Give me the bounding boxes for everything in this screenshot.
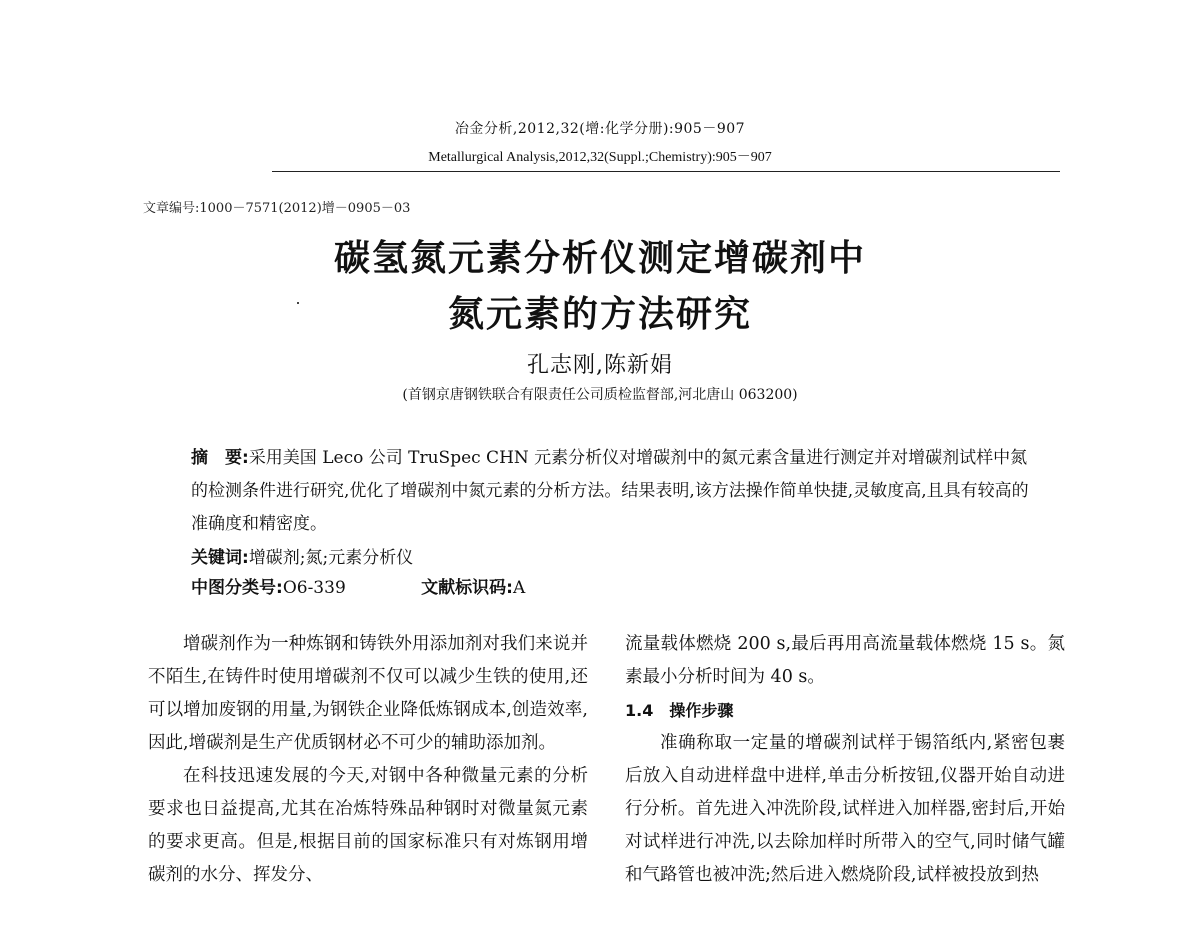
keywords — [191, 542, 1041, 575]
abstract-text: 采用美国 Leco 公司 TruSpec CHN 元素分析仪对增碳剂中的氮元素含量进行测定并对增碳剂试样中氮的检测条件进行研究,优化了增碳剂中氮元素的分析方法。结果表明,该方法操作简单快捷,灵敏度高,且具有较高的准确度和精密度。 — [191, 448, 1029, 534]
classification — [191, 572, 1041, 605]
journal-citation-en: Metallurgical Analysis,2012,32(Suppl.;Chemistry):905－907 — [428, 150, 772, 165]
doc-code-label: 文献标识码: — [421, 578, 513, 598]
keywords-label: 关键词: — [191, 548, 249, 568]
journal-citation-cn: 冶金分析,2012,32(增:化学分册):905－907 — [454, 121, 746, 137]
body-left-column — [148, 628, 588, 892]
body-paragraph: 准确称取一定量的增碳剂试样于锡箔纸内,紧密包裹后放入自动进样盘中进样,单击分析按钮,仪器开始自动进行分析。首先进入冲洗阶段,试样进入加样器,密封后,开始对试样进行冲洗,以去除加样时所带入的空气,同时储气罐和气路管也被冲洗;然后进入燃烧阶段,试样被投放到热 — [625, 733, 1065, 885]
body-paragraph: 在科技迅速发展的今天,对钢中各种微量元素的分析要求也日益提高,尤其在冶炼特殊品种钢时对微量氮元素的要求更高。但是,根据目前的国家标准只有对炼钢用增碳剂的水分、挥发分、 — [148, 766, 588, 885]
doc-code-value: A — [512, 578, 526, 598]
header-rule — [272, 171, 1060, 172]
clc-value: O6-339 — [282, 578, 346, 598]
authors: 孔志刚,陈新娟 — [527, 353, 673, 378]
keywords-text: 增碳剂;氮;元素分析仪 — [248, 548, 414, 568]
section-heading: 1.4 操作步骤 — [625, 701, 734, 720]
body-paragraph: 流量载体燃烧 200 s,最后再用高流量载体燃烧 15 s。氮素最小分析时间为 40 s。 — [625, 634, 1065, 687]
paper-title-line-1: 碳氢氮元素分析仪测定增碳剂中 — [333, 238, 866, 279]
paper-title-line-2: 氮元素的方法研究 — [447, 294, 752, 335]
abstract-label: 摘 要: — [191, 448, 249, 468]
clc-label: 中图分类号: — [191, 578, 283, 598]
affiliation: (首钢京唐钢铁联合有限责任公司质检监督部,河北唐山 063200) — [402, 387, 798, 403]
article-number: 文章编号:1000－7571(2012)增－0905－03 — [143, 201, 411, 216]
abstract — [191, 442, 1041, 541]
body-right-column — [625, 628, 1065, 892]
body-paragraph: 增碳剂作为一种炼钢和铸铁外用添加剂对我们来说并不陌生,在铸件时使用增碳剂不仅可以减少生铁的使用,还可以增加废钢的用量,为钢铁企业降低炼钢成本,创造效率,因此,增碳剂是生产优质钢材必不可少的辅助添加剂。 — [148, 634, 588, 753]
